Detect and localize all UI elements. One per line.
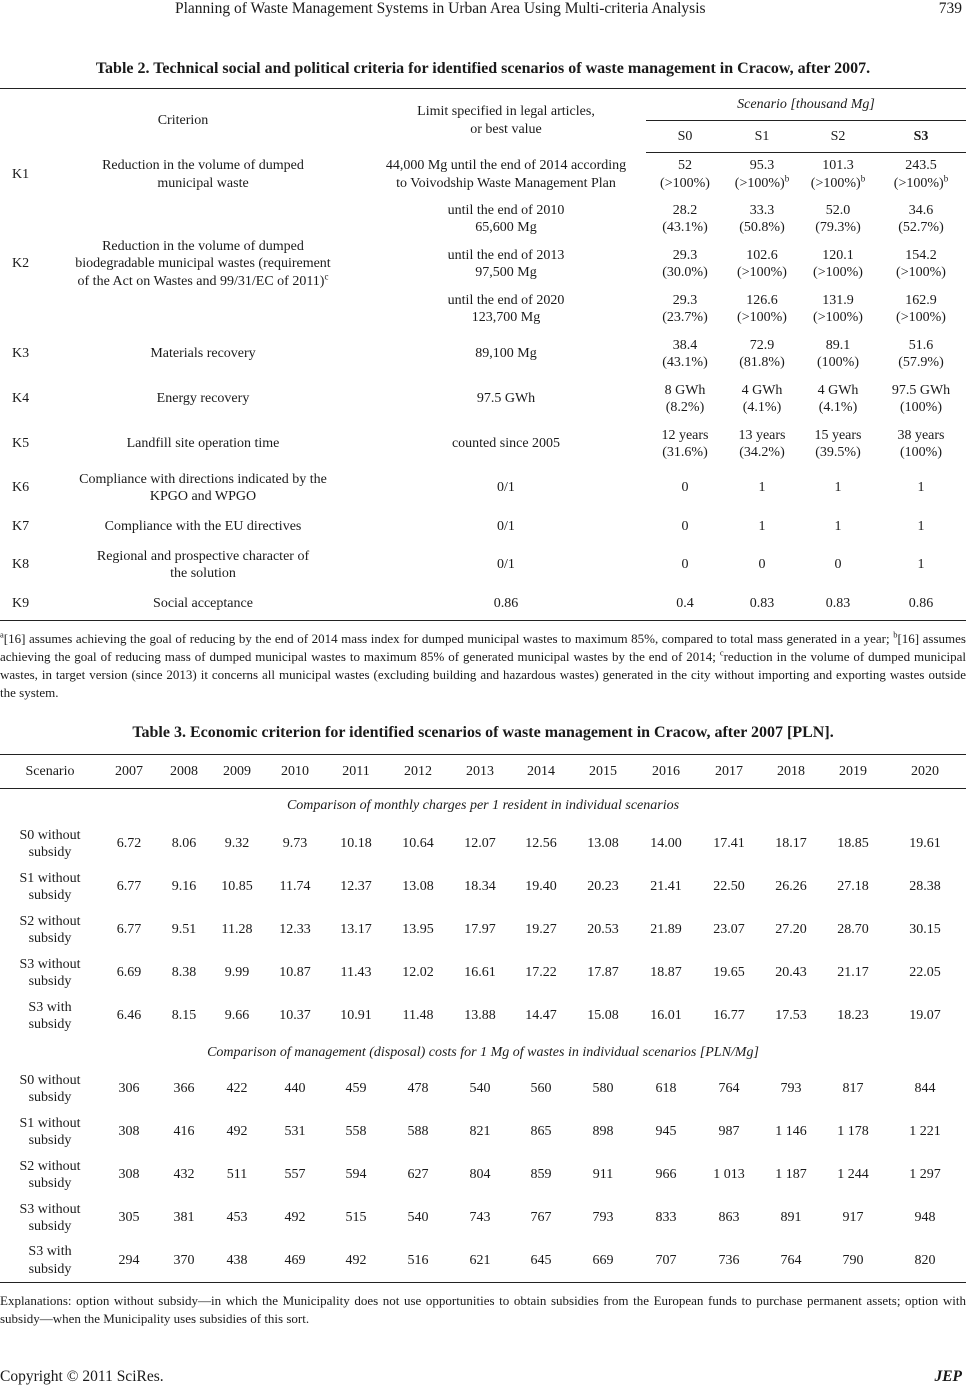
scenario-label: S3 with subsidy bbox=[28, 999, 72, 1032]
table2-caption: Table 2. Technical social and political criteria for identified scenarios of waste management in Cracow, after 2007. bbox=[95, 60, 871, 77]
table-cell: 1 146 bbox=[775, 1124, 807, 1140]
header-year: 2007 bbox=[100, 755, 158, 789]
table-cell: 821 bbox=[469, 1124, 491, 1140]
scenario-label: S2 without subsidy bbox=[19, 913, 81, 946]
table-cell: 11.74 bbox=[279, 879, 311, 895]
table-cell: 645 bbox=[510, 1240, 572, 1283]
table-row bbox=[0, 1111, 966, 1154]
header-year: 2020 bbox=[884, 755, 966, 789]
table-cell: 438 bbox=[210, 1240, 264, 1283]
table-cell: 10.85 bbox=[221, 879, 253, 895]
table-cell: 416 bbox=[173, 1124, 195, 1140]
table-cell: 13.17 bbox=[340, 922, 372, 938]
table-cell: 28.38 bbox=[909, 879, 941, 895]
table-row bbox=[0, 995, 966, 1038]
header-s0: S0 bbox=[646, 121, 724, 153]
header-scenario: Scenario bbox=[0, 755, 100, 789]
scenario-label: S2 without subsidy bbox=[19, 1158, 81, 1191]
table-cell: 764 bbox=[760, 1240, 822, 1283]
table-cell: 12.56 bbox=[525, 836, 557, 852]
table-cell: 20.23 bbox=[587, 879, 619, 895]
table-cell: 12.37 bbox=[340, 879, 372, 895]
table-cell: 820 bbox=[884, 1240, 966, 1283]
table-cell: 6.46 bbox=[116, 1008, 142, 1024]
table-cell: 19.40 bbox=[525, 879, 557, 895]
table-cell: 17.53 bbox=[775, 1008, 807, 1024]
section-title-row bbox=[0, 1038, 966, 1068]
table-row: K3 Materials recovery 89,100 Mg 38.4 (43.1%) 72.9 (81.8%) 89.1 (100%) 51.6 (57.9%) bbox=[12, 337, 944, 370]
table-cell: 370 bbox=[158, 1240, 210, 1283]
table-cell: 736 bbox=[698, 1240, 760, 1283]
table-cell: 492 bbox=[326, 1240, 386, 1283]
table-cell: 1 297 bbox=[909, 1167, 941, 1183]
table-row: until the end of 2013 97,500 Mg 29.3 (30.0%) 102.6 (>100%) 120.1 (>100%) 154.2 (>100%) bbox=[447, 247, 946, 280]
table-cell: 11.43 bbox=[340, 965, 372, 981]
table-cell: 1 178 bbox=[837, 1124, 869, 1140]
table-cell: 8.15 bbox=[171, 1008, 197, 1024]
table-cell: 917 bbox=[842, 1210, 864, 1226]
table-cell: 26.26 bbox=[775, 879, 807, 895]
header-limit: Limit specified in legal articles, or best value bbox=[366, 89, 646, 153]
table-cell: 306 bbox=[118, 1081, 140, 1097]
table-cell: 18.34 bbox=[464, 879, 496, 895]
table-cell: 987 bbox=[718, 1124, 740, 1140]
table-cell: 10.64 bbox=[402, 836, 434, 852]
table-cell: 588 bbox=[407, 1124, 429, 1140]
table-cell: 865 bbox=[530, 1124, 552, 1140]
table-row bbox=[0, 866, 966, 909]
scenario-label: S3 without subsidy bbox=[19, 956, 81, 989]
table3-header-row bbox=[0, 755, 966, 789]
table-row: K4 Energy recovery 97.5 GWh 8 GWh (8.2%) 4 GWh (4.1%) 4 GWh (4.1%) 97.5 GWh (100%) bbox=[12, 382, 951, 415]
header-criterion: Criterion bbox=[0, 89, 366, 153]
table-cell: 804 bbox=[469, 1167, 491, 1183]
table-cell: 511 bbox=[226, 1167, 248, 1183]
table-cell: 453 bbox=[226, 1210, 248, 1226]
scenario-label: S3 without subsidy bbox=[19, 1201, 81, 1234]
table-cell: 9.99 bbox=[224, 965, 250, 981]
table-cell: 966 bbox=[655, 1167, 677, 1183]
table-cell: 844 bbox=[914, 1081, 936, 1097]
header-year: 2015 bbox=[572, 755, 634, 789]
table-cell: 21.41 bbox=[650, 879, 682, 895]
table-cell: 793 bbox=[780, 1081, 802, 1097]
table-cell: 793 bbox=[592, 1210, 614, 1226]
table-cell: 9.51 bbox=[171, 922, 197, 938]
table-cell: 580 bbox=[592, 1081, 614, 1097]
table-cell: 12.07 bbox=[464, 836, 496, 852]
table-cell: 767 bbox=[530, 1210, 552, 1226]
table-cell: 16.01 bbox=[650, 1008, 682, 1024]
table-cell: 790 bbox=[822, 1240, 884, 1283]
table3 bbox=[0, 754, 966, 1283]
header-scenario: Scenario [thousand Mg] bbox=[646, 89, 966, 121]
table-cell: 558 bbox=[345, 1124, 367, 1140]
table-cell: 594 bbox=[345, 1167, 367, 1183]
table-cell: 515 bbox=[345, 1210, 367, 1226]
table-cell: 516 bbox=[386, 1240, 450, 1283]
table-cell: 1 013 bbox=[713, 1167, 745, 1183]
table-row bbox=[0, 1068, 966, 1111]
table-cell: 305 bbox=[118, 1210, 140, 1226]
table-row: until the end of 2020 123,700 Mg 29.3 (23.7%) 126.6 (>100%) 131.9 (>100%) 162.9 (>100%) bbox=[447, 292, 946, 325]
table-cell: 478 bbox=[407, 1081, 429, 1097]
table-cell: 440 bbox=[284, 1081, 306, 1097]
running-header bbox=[0, 0, 966, 24]
table-cell: 557 bbox=[284, 1167, 306, 1183]
header-s2: S2 bbox=[800, 121, 876, 153]
table-cell: 6.77 bbox=[116, 879, 142, 895]
header-year: 2018 bbox=[760, 755, 822, 789]
table-cell: 21.17 bbox=[837, 965, 869, 981]
header-year: 2010 bbox=[264, 755, 326, 789]
copyright: Copyright © 2011 SciRes. bbox=[0, 1368, 164, 1385]
table-cell: 492 bbox=[226, 1124, 248, 1140]
table-cell: 11.48 bbox=[402, 1008, 434, 1024]
table-cell: 1 244 bbox=[837, 1167, 869, 1183]
table-cell: 911 bbox=[592, 1167, 614, 1183]
table-cell: 833 bbox=[655, 1210, 677, 1226]
table-cell: 540 bbox=[469, 1081, 491, 1097]
table-cell: 381 bbox=[173, 1210, 195, 1226]
table-cell: 6.72 bbox=[116, 836, 142, 852]
scenario-label: S0 without subsidy bbox=[19, 827, 81, 860]
table-cell: 618 bbox=[655, 1081, 677, 1097]
header-year: 2019 bbox=[822, 755, 884, 789]
scenario-label: S1 without subsidy bbox=[19, 870, 81, 903]
table-cell: 422 bbox=[226, 1081, 248, 1097]
table-cell: 540 bbox=[407, 1210, 429, 1226]
table-cell: 11.28 bbox=[221, 922, 253, 938]
table2 bbox=[0, 88, 966, 621]
table-cell: 17.22 bbox=[525, 965, 557, 981]
table-cell: 19.07 bbox=[909, 1008, 941, 1024]
table-cell: 14.00 bbox=[650, 836, 682, 852]
table-cell: 1 221 bbox=[909, 1124, 941, 1140]
table-cell: 492 bbox=[284, 1210, 306, 1226]
table-row: K2 Reduction in the volume of dumped biodegradable municipal wastes (requirement of the Act on Wastes and 99/31/EC of 2011)$^c$ until the end of 2010 65,600 Mg 28.2 (43.1%) 33.3 (50.8%) 52.0 (79.3%) 34.6 (52.7%) bbox=[12, 202, 944, 289]
table-cell: 12.02 bbox=[402, 965, 434, 981]
table-cell: 16.61 bbox=[464, 965, 496, 981]
table-row: K7 Compliance with the EU directives 0/1 0 1 1 1 bbox=[12, 518, 925, 534]
table-cell: 9.16 bbox=[171, 879, 197, 895]
table-row: K8 Regional and prospective character of the solution 0/1 0 0 0 1 bbox=[12, 548, 925, 581]
table-cell: 308 bbox=[118, 1167, 140, 1183]
table-cell: 17.41 bbox=[713, 836, 745, 852]
table-row: K1 Reduction in the volume of dumped municipal waste 44,000 Mg until the end of 2014 according to Voivodship Waste Management Plan 52 (>100%) 95.3 (>100%)$^b$ 101.3 (>100%)$^b$ 243.5 (>100%)$^b$ bbox=[12, 158, 949, 191]
table-cell: 23.07 bbox=[713, 922, 745, 938]
table-cell: 432 bbox=[173, 1167, 195, 1183]
header-year: 2014 bbox=[510, 755, 572, 789]
header-year: 2008 bbox=[158, 755, 210, 789]
table-cell: 10.37 bbox=[279, 1008, 311, 1024]
table-cell: 294 bbox=[100, 1240, 158, 1283]
table-cell: 19.65 bbox=[713, 965, 745, 981]
table-cell: 898 bbox=[592, 1124, 614, 1140]
table-cell: 14.47 bbox=[525, 1008, 557, 1024]
table-cell: 8.06 bbox=[171, 836, 197, 852]
table-cell: 20.43 bbox=[775, 965, 807, 981]
table3-explanation: Explanations: option without subsidy—in which the Municipality does not use opportunities to obtain subsidies from the European funds to purchase permanent assets; option with subsidy—when the Municipality uses subsidies of this sort. bbox=[0, 1293, 966, 1326]
table-cell: 560 bbox=[530, 1081, 552, 1097]
table2-footnotes: $^a$[16] assumes achieving the goal of reducing by the end of 2014 mass index for dumped municipal wastes to maximum 85%, compared to total mass generated in a year; $^b$[16] assumes achieving the goal of reducing mass of dumped municipal wastes to maximum 85% of generated municipal wastes by the end of 2014; $^c$reduction in the volume of dumped municipal wastes, in target version (since 2013) it concerns all municipal wastes (excluding building and hazardous wastes) generated in the city without importing and exporting wastes outside the system. bbox=[0, 629, 966, 700]
table-row bbox=[0, 1197, 966, 1240]
table-cell: 817 bbox=[842, 1081, 864, 1097]
table-row bbox=[0, 952, 966, 995]
page-number: 739 bbox=[938, 0, 962, 17]
table-cell: 743 bbox=[469, 1210, 491, 1226]
table-cell: 707 bbox=[634, 1240, 698, 1283]
table-cell: 17.97 bbox=[464, 922, 496, 938]
table-cell: 6.77 bbox=[116, 922, 142, 938]
table-cell: 18.85 bbox=[837, 836, 869, 852]
table-cell: 9.32 bbox=[224, 836, 250, 852]
table-cell: 764 bbox=[718, 1081, 740, 1097]
table-cell: 366 bbox=[173, 1081, 195, 1097]
table-cell: 18.17 bbox=[775, 836, 807, 852]
scenario-label: S3 with subsidy bbox=[0, 1240, 100, 1283]
table-cell: 18.23 bbox=[837, 1008, 869, 1024]
table-row: K6 Compliance with directions indicated by the KPGO and WPGO 0/1 0 1 1 1 bbox=[12, 471, 925, 504]
section-title-row bbox=[0, 789, 966, 823]
table-cell: 9.66 bbox=[224, 1008, 250, 1024]
table-cell: 20.53 bbox=[587, 922, 619, 938]
header-year: 2012 bbox=[386, 755, 450, 789]
table-cell: 945 bbox=[655, 1124, 677, 1140]
table-row: K5 Landfill site operation time counted since 2005 12 years (31.6%) 13 years (34.2%) 15 years (39.5%) 38 years (100%) bbox=[12, 427, 945, 460]
table-cell: 27.20 bbox=[775, 922, 807, 938]
table-cell: 13.95 bbox=[402, 922, 434, 938]
table-row bbox=[0, 1240, 966, 1283]
table-cell: 18.87 bbox=[650, 965, 682, 981]
table-cell: 13.08 bbox=[587, 836, 619, 852]
table-cell: 16.77 bbox=[713, 1008, 745, 1024]
table-cell: 10.91 bbox=[340, 1008, 372, 1024]
table-cell: 308 bbox=[118, 1124, 140, 1140]
table-cell: 627 bbox=[407, 1167, 429, 1183]
table-cell: 469 bbox=[264, 1240, 326, 1283]
table-cell: 30.15 bbox=[909, 922, 941, 938]
table-cell: 19.61 bbox=[909, 836, 941, 852]
scenario-label: S1 without subsidy bbox=[19, 1115, 81, 1148]
table-row bbox=[0, 823, 966, 866]
table-cell: 27.18 bbox=[837, 879, 869, 895]
journal-abbrev: JEP bbox=[934, 1368, 962, 1385]
table-row: K9 Social acceptance 0.86 0.4 0.83 0.83 0.86 bbox=[0, 587, 966, 621]
header-year: 2016 bbox=[634, 755, 698, 789]
table-cell: 13.88 bbox=[464, 1008, 496, 1024]
table-cell: 19.27 bbox=[525, 922, 557, 938]
table-cell: 669 bbox=[572, 1240, 634, 1283]
table-cell: 8.38 bbox=[171, 965, 197, 981]
table-cell: 21.89 bbox=[650, 922, 682, 938]
table-cell: 1 187 bbox=[775, 1167, 807, 1183]
table-cell: 28.70 bbox=[837, 922, 869, 938]
table-cell: 859 bbox=[530, 1167, 552, 1183]
table-cell: 459 bbox=[345, 1081, 367, 1097]
table-cell: 891 bbox=[780, 1210, 802, 1226]
running-title: Planning of Waste Management Systems in Urban Area Using Multi-criteria Analysis bbox=[175, 0, 706, 17]
section-title: Comparison of monthly charges per 1 resident in individual scenarios bbox=[286, 798, 680, 813]
header-year: 2017 bbox=[698, 755, 760, 789]
table-cell: 17.87 bbox=[587, 965, 619, 981]
header-year: 2013 bbox=[450, 755, 510, 789]
table-cell: 12.33 bbox=[279, 922, 311, 938]
table-cell: 531 bbox=[284, 1124, 306, 1140]
table-cell: 15.08 bbox=[587, 1008, 619, 1024]
table-cell: 22.05 bbox=[909, 965, 941, 981]
table-cell: 10.18 bbox=[340, 836, 372, 852]
header-year: 2009 bbox=[210, 755, 264, 789]
table-cell: 863 bbox=[718, 1210, 740, 1226]
table-cell: 10.87 bbox=[279, 965, 311, 981]
table-cell: 6.69 bbox=[116, 965, 142, 981]
section-title: Comparison of management (disposal) costs for 1 Mg of wastes in individual scenarios [PLN/Mg] bbox=[207, 1044, 759, 1060]
header-s1: S1 bbox=[724, 121, 800, 153]
table-row bbox=[0, 1154, 966, 1197]
table-cell: 948 bbox=[914, 1210, 936, 1226]
header-s3: S3 bbox=[876, 121, 966, 153]
table-cell: 9.73 bbox=[282, 836, 308, 852]
table3-caption: Table 3. Economic criterion for identified scenarios of waste management in Cracow, after 2007 [PLN]. bbox=[132, 724, 834, 741]
table-cell: 13.08 bbox=[402, 879, 434, 895]
scenario-label: S0 without subsidy bbox=[19, 1072, 81, 1105]
header-year: 2011 bbox=[326, 755, 386, 789]
table-row bbox=[0, 909, 966, 952]
table-cell: 621 bbox=[450, 1240, 510, 1283]
table-cell: 22.50 bbox=[713, 879, 745, 895]
